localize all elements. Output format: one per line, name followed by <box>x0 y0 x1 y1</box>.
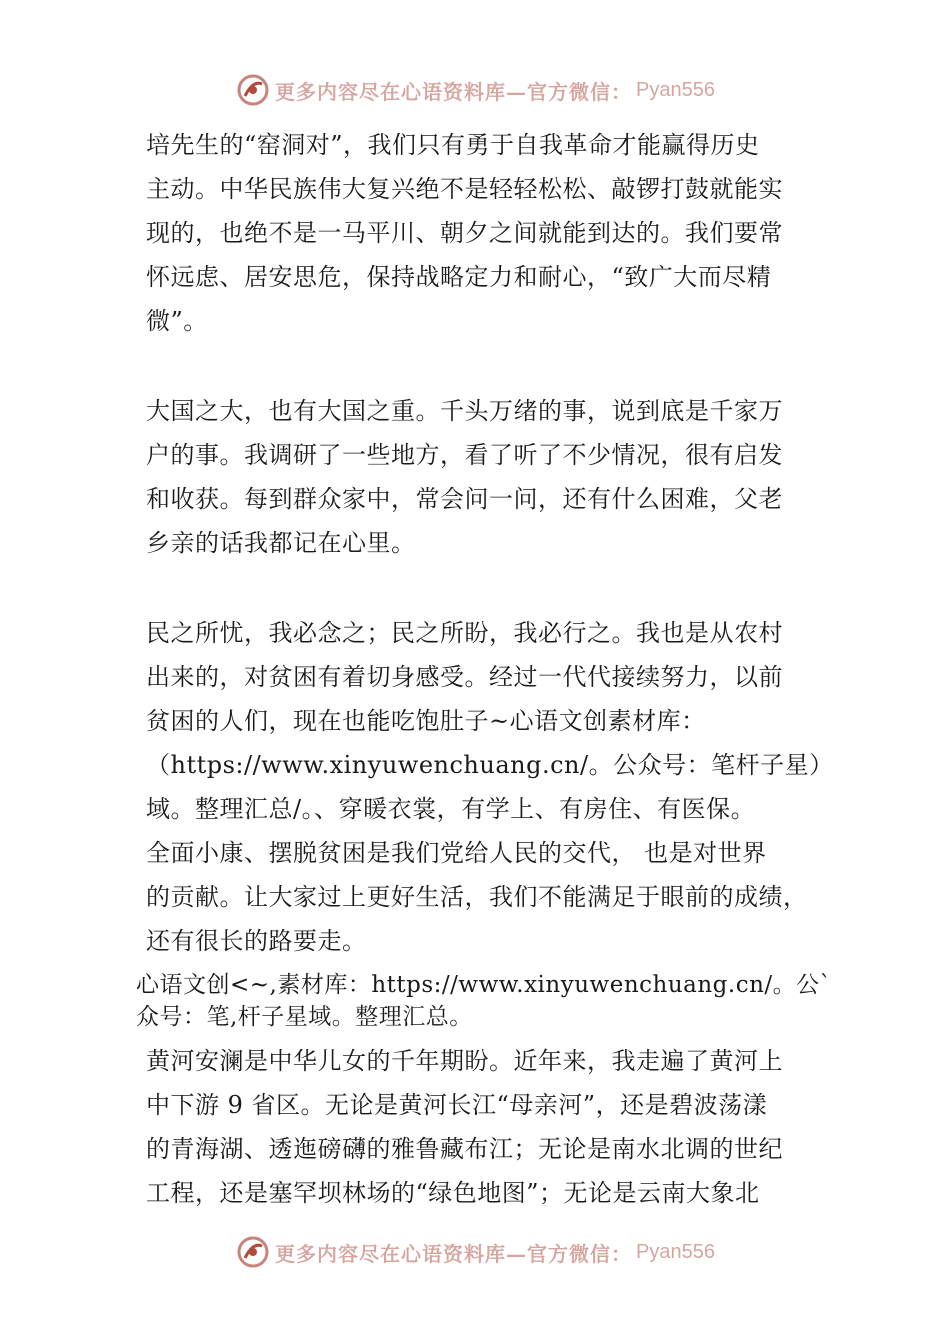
watermark-text: 更多内容尽在心语资料库—官方微信： <box>275 79 633 104</box>
source-note-line: 众号：笔,杆子星域。整理汇总。 <box>136 1004 473 1030</box>
logo-icon <box>235 1234 271 1270</box>
text-line: 和收获。每到群众家中，常会问一问，还有什么困难，父老 <box>146 485 783 513</box>
text-line: 域。整理汇总/。、穿暖衣裳，有学上、有房住、有医保。 <box>146 795 756 823</box>
watermark-wechat-id: Pyan556 <box>636 1240 715 1263</box>
text-line: 的青海湖、透迤磅礴的雅鲁藏布江；无论是南水北调的世纪 <box>146 1135 783 1163</box>
text-line: 乡亲的话我都记在心里。 <box>146 529 416 557</box>
text-line: 中下游 9 省区。无论是黄河长江“母亲河”，还是碧波荡漾 <box>146 1091 768 1119</box>
text-line: （https://www.xinyuwenchuang.cn/。公众号：笔杆子星） <box>146 751 834 779</box>
text-line: 工程，还是塞罕坝林场的“绿色地图”；无论是云南大象北 <box>146 1179 760 1207</box>
header-watermark <box>0 70 950 110</box>
text-line: 微”。 <box>146 307 208 335</box>
text-line: 现的，也绝不是一马平川、朝夕之间就能到达的。我们要常 <box>146 219 783 247</box>
text-line: 全面小康、摆脱贫困是我们党给人民的交代， 也是对世界 <box>146 839 767 867</box>
watermark-text: 更多内容尽在心语资料库—官方微信： <box>275 1241 633 1266</box>
text-line: 民之所忧，我必念之；民之所盼，我必行之。我也是从农村 <box>146 619 783 647</box>
text-line: 大国之大，也有大国之重。千头万绪的事，说到底是千家万 <box>146 397 783 425</box>
text-line: 户的事。我调研了一些地方，看了听了不少情况，很有启发 <box>146 441 783 469</box>
watermark-wechat-id: Pyan556 <box>636 78 715 101</box>
text-line: 怀远虑、居安思危，保持战略定力和耐心，“致广大而尽精 <box>146 263 772 291</box>
text-line: 的贡献。让大家过上更好生活，我们不能满足于眼前的成绩， <box>146 883 808 911</box>
text-line: 出来的，对贫困有着切身感受。经过一代代接续努力，以前 <box>146 663 783 691</box>
text-line: 培先生的“窑洞对”，我们只有勇于自我革命才能赢得历史 <box>146 131 760 159</box>
source-note-line: 心语文创<~,素材库：https://www.xinyuwenchuang.cn/。公` <box>136 972 832 998</box>
text-line: 主动。中华民族伟大复兴绝不是轻轻松松、敲锣打鼓就能实 <box>146 175 783 203</box>
logo-icon <box>235 72 271 108</box>
text-line: 贫困的人们，现在也能吃饱肚子~心语文创素材库： <box>146 707 706 735</box>
footer-watermark <box>0 1232 950 1272</box>
text-line: 还有很长的路要走。 <box>146 927 367 955</box>
text-line: 黄河安澜是中华儿女的千年期盼。近年来，我走遍了黄河上 <box>146 1047 783 1075</box>
